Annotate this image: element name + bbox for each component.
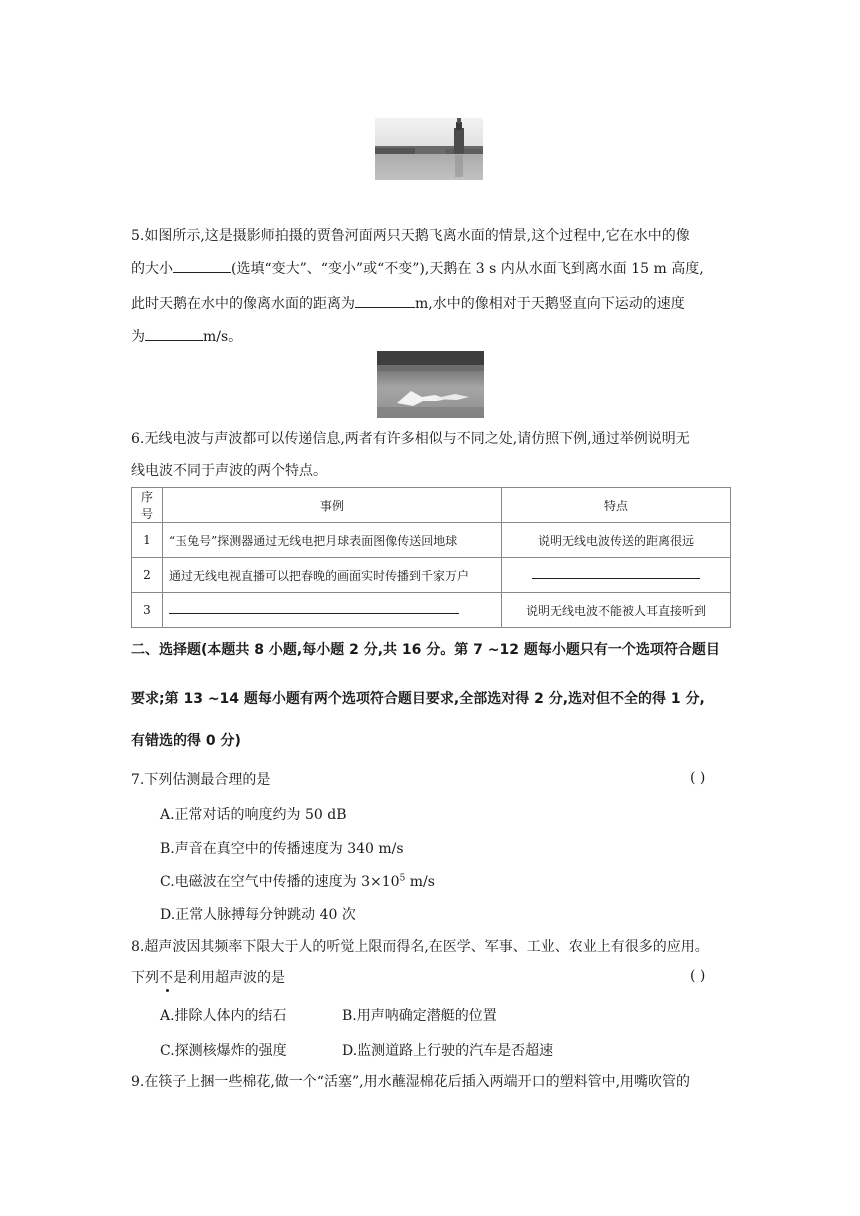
q5-line2-suffix: (选填“变大”、“变小”或“不变”),天鹅在 3 s 内从水面飞到离水面 15 m 高度, (231, 261, 704, 277)
q5-line2 (131, 258, 704, 279)
q8-line1: 8.超声波因其频率下限大于人的听觉上限而得名,在医学、军事、工业、农业上有很多的应用。 (131, 939, 709, 955)
tower-photo-drawing (375, 118, 483, 180)
q7-option-a[interactable]: A.正常对话的响度约为 50 dB (160, 807, 347, 823)
q8-option-a[interactable]: A.排除人体内的结石 (160, 1008, 287, 1024)
q7-stem: 7.下列估测最合理的是 (131, 772, 271, 788)
q7-answer-paren[interactable]: ( ) (690, 770, 706, 786)
table-header-cell: 事例 (163, 488, 502, 523)
table-cell: 通过无线电视直播可以把春晚的画面实时传播到千家万户 (163, 558, 502, 593)
section-heading-line3: 有错选的得 0 分) (131, 733, 241, 749)
table-cell-answer (502, 558, 731, 593)
q8-option-d[interactable]: D.监测道路上行驶的汽车是否超速 (342, 1043, 554, 1059)
q5-line3-prefix: 此时天鹅在水中的像离水面的距离为 (131, 296, 355, 312)
answer-blank-distance[interactable] (355, 293, 415, 308)
table-header-cell: 序号 (132, 488, 163, 523)
q5-line1: 5.如图所示,这是摄影师拍摄的贾鲁河面两只天鹅飞离水面的情景,这个过程中,它在水中的像 (131, 228, 690, 244)
table-cell: 1 (132, 523, 163, 558)
q5-line4 (131, 326, 242, 347)
table-cell: 说明无线电波传送的距离很远 (502, 523, 731, 558)
table-cell: 3 (132, 593, 163, 628)
answer-blank-size[interactable] (173, 258, 231, 273)
q7-option-b[interactable]: B.声音在真空中的传播速度为 340 m/s (160, 841, 404, 857)
q8-option-b[interactable]: B.用声呐确定潜艇的位置 (342, 1008, 497, 1024)
emphasis-dot (166, 989, 169, 992)
table-header-row (132, 488, 731, 523)
swans-photo-drawing (377, 351, 484, 418)
tower-reflection-photo (375, 118, 483, 180)
table-cell: “玉兔号”探测器通过无线电把月球表面图像传送回地球 (163, 523, 502, 558)
table-cell: 2 (132, 558, 163, 593)
q7-option-d[interactable]: D.正常人脉搏每分钟跳动 40 次 (160, 907, 356, 923)
q7-option-c-unit: m/s (405, 874, 435, 890)
q7-option-c-text: C.电磁波在空气中传播的速度为 3×10 (160, 874, 400, 890)
section-heading-line1: 二、选择题(本题共 8 小题,每小题 2 分,共 16 分。第 7 ~12 题每小题只有一个选项符合题目 (131, 642, 720, 658)
swans-photo (377, 351, 484, 418)
q7-option-c-exponent: 5 (399, 873, 406, 884)
q5-line4-suffix: m/s。 (203, 329, 243, 345)
q8-line2: 下列不是利用超声波的是 (131, 970, 285, 986)
q7-option-c[interactable] (160, 871, 435, 891)
answer-blank-example[interactable] (169, 603, 459, 614)
answer-blank-speed[interactable] (145, 326, 203, 341)
q5-line2-prefix: 的大小 (131, 261, 173, 277)
table-header-cell: 特点 (502, 488, 731, 523)
answer-blank-feature[interactable] (532, 568, 700, 579)
q9-line1: 9.在筷子上捆一些棉花,做一个“活塞”,用水蘸湿棉花后插入两端开口的塑料管中,用嘴吹管的 (131, 1074, 691, 1090)
q6-table (131, 487, 731, 628)
q5-line3 (131, 293, 685, 314)
q5-line4-prefix: 为 (131, 329, 145, 345)
q8-answer-paren[interactable]: ( ) (690, 968, 706, 984)
table-row (132, 593, 731, 628)
section-heading-line2: 要求;第 13 ~14 题每小题有两个选项符合题目要求,全部选对得 2 分,选对但不全的得 1 分, (131, 691, 705, 707)
q6-line1: 6.无线电波与声波都可以传递信息,两者有许多相似与不同之处,请仿照下例,通过举例说明无 (131, 431, 690, 447)
q8-option-c[interactable]: C.探测核爆炸的强度 (160, 1043, 287, 1059)
q6-line2: 线电波不同于声波的两个特点。 (131, 463, 327, 479)
q5-line3-suffix: m,水中的像相对于天鹅竖直向下运动的速度 (415, 296, 685, 312)
table-row (132, 523, 731, 558)
table-cell: 说明无线电波不能被人耳直接听到 (502, 593, 731, 628)
table-row (132, 558, 731, 593)
table-cell-answer (163, 593, 502, 628)
